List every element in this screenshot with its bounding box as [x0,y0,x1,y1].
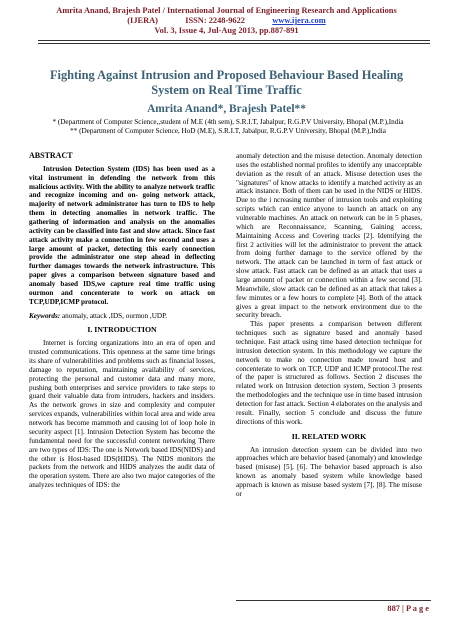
related-work-body: An intrusion detection system can be divided into two approaches which are behavior based (anomaly) and knowledge based (misuse) [5], [6]. The behavior based approach is also known as anomaly based system while knowledge based approach is known as misuse based system [7], [8]. The misuse or [236,445,422,498]
paper-authors: Amrita Anand*, Brajesh Patel** [147,103,306,115]
header-divider-bottom [38,43,430,44]
left-column [29,152,215,490]
related-work-heading: II. RELATED WORK [291,431,367,441]
introduction-heading: I. INTRODUCTION [87,325,157,335]
paper-structure-paragraph: This paper presents a comparison between different techniques such as signature based and anomaly based technique. Fast attack using time based detection technique for intrusion detection system. In this methodology we capture the network to make no connection made toward host and concenterate to work on TCP, UDP and ICMP protocol.The rest of the paper is structured as follows. Section 2 discuses the related work on Intrusion detection system, Section 3 presents the methodologies and the technique use in time based intrusion detection for fast attack. Section 4 elaborates on the analysis and result. Finally, section 5 conclude and discuss the future directions of this work. [236,320,422,426]
header-authors-journal: Amrita Anand, Brajesh Patel / International Journal of Engineering Research and Applications [56,6,397,15]
journal-url-link[interactable]: www.ijera.com [272,16,326,26]
affiliation-2: ** (Department of Computer Science, HoD (M.E), S.R.I.T, Jabalpur, R.G.P.V University, Bhopal (M.P.),India [70,126,386,135]
keywords-label: Keywords: [29,311,61,320]
header-journal-abbrev: (IJERA) [127,16,158,26]
affiliation-1: * (Department of Computer Science,,student of M.E (4th sem), S.R.I.T, Jabalpur, R.G.P.V University, Bhopal (M.P.),India [52,118,404,126]
right-column [236,152,422,499]
page-number: 887 | P a g e [387,604,429,613]
abstract-body: Intrusion Detection System (IDS) has been used as a vital instrument in defending the network from this malicious activity. With the ability to analyze network traffic and recognize incoming and on- going network attack, majority of network administrator has turn to IDS to help them in detecting anomalies in network traffic. The gathering of information and analysis on the anomalies activity can be classified into fast and slow attack. Since fast attack activity make a connection in few second and uses a large amount of packet, detecting this early connection provide the administrator one step ahead in deflecting further damages towards the network infrastructure. This paper gives a comparison between signature based and anomaly based IDS,we capture real time traffic using ourmon and concenterate to work on attack on TCP,UDP,ICMP protocol. [29,164,215,306]
keywords-text: anomaly, attack ,IDS, ourmon ,UDP. [61,311,168,320]
keywords [29,312,215,321]
paper-title: Fighting Against Intrusion and Proposed Behaviour Based Healing System on Real Time Traffic [49,68,404,97]
header-divider-top [38,40,430,41]
journal-header [0,6,453,37]
header-volume-line: Vol. 3, Issue 4, Jul-Aug 2013, pp.887-891 [154,26,299,36]
intro-continued-paragraph: anomaly detection and the misuse detection. Anomaly detection uses the established normal profiles to identify any unacceptable deviation as the result of an attack. Misuse detection uses the "signatures" of know attacks to identify a matched activity as an attack instance. Both of them can be used in the NIDS or HIDS. Due to the i ncreasing number of intrusion tools and exploiting scripts which can entice anyone to launch an attack on any vulnerable machines. An attack on network can be in 5 phases, which are Reconnaissance, Scanning, Gaining access, Maintaining Access and Covering tracks [2]. Identifying the first 2 activities will let the administrator to prevent the attack from doing further damage to the service offered by the network. The attack can be launched in term of fast attack or slow attack. Fast attack can be defined as an attack that uses a large amount of packet or connection within a few second [3]. Meanwhile, slow attack can be defined as an attack that takes a few minutes or a few hours to complete [4]. Both of the attack gives a great impact to the network environment due to the security breach. [236,152,422,320]
header-issn-line [0,16,453,26]
author-affiliations [28,118,428,136]
introduction-body: Internet is forcing organizations into an era of open and trusted communications. This openness at the same time brings its share of vulnerabilities and problems such as financial losses, damage to reputation, maintaining availability of services, protecting the personal and customer data and many more, pushing both enterprises and service providers to take steps to guard their valuable data from intruders, hackers and insiders. As the network grows in size and complexity and computer services expands, vulnerabilities within local area and wide area network has become mammoth and causing lot of loop hole in security aspect [1]. Intrusion Detection System has become the fundamental need for the successful content networking There are two types of IDS: The one is Network based IDS(NIDS) and the other is Host-based IDS(HIDS). The NIDS monitors the packets from the network and HIDS analyzes the audit data of the operation system. There are also two major categories of the analyzes techniques of IDS: the [29,339,215,490]
footer-divider [236,600,431,601]
abstract-heading: ABSTRACT [29,151,73,160]
header-issn: ISSN: 2248-9622 [185,16,245,26]
